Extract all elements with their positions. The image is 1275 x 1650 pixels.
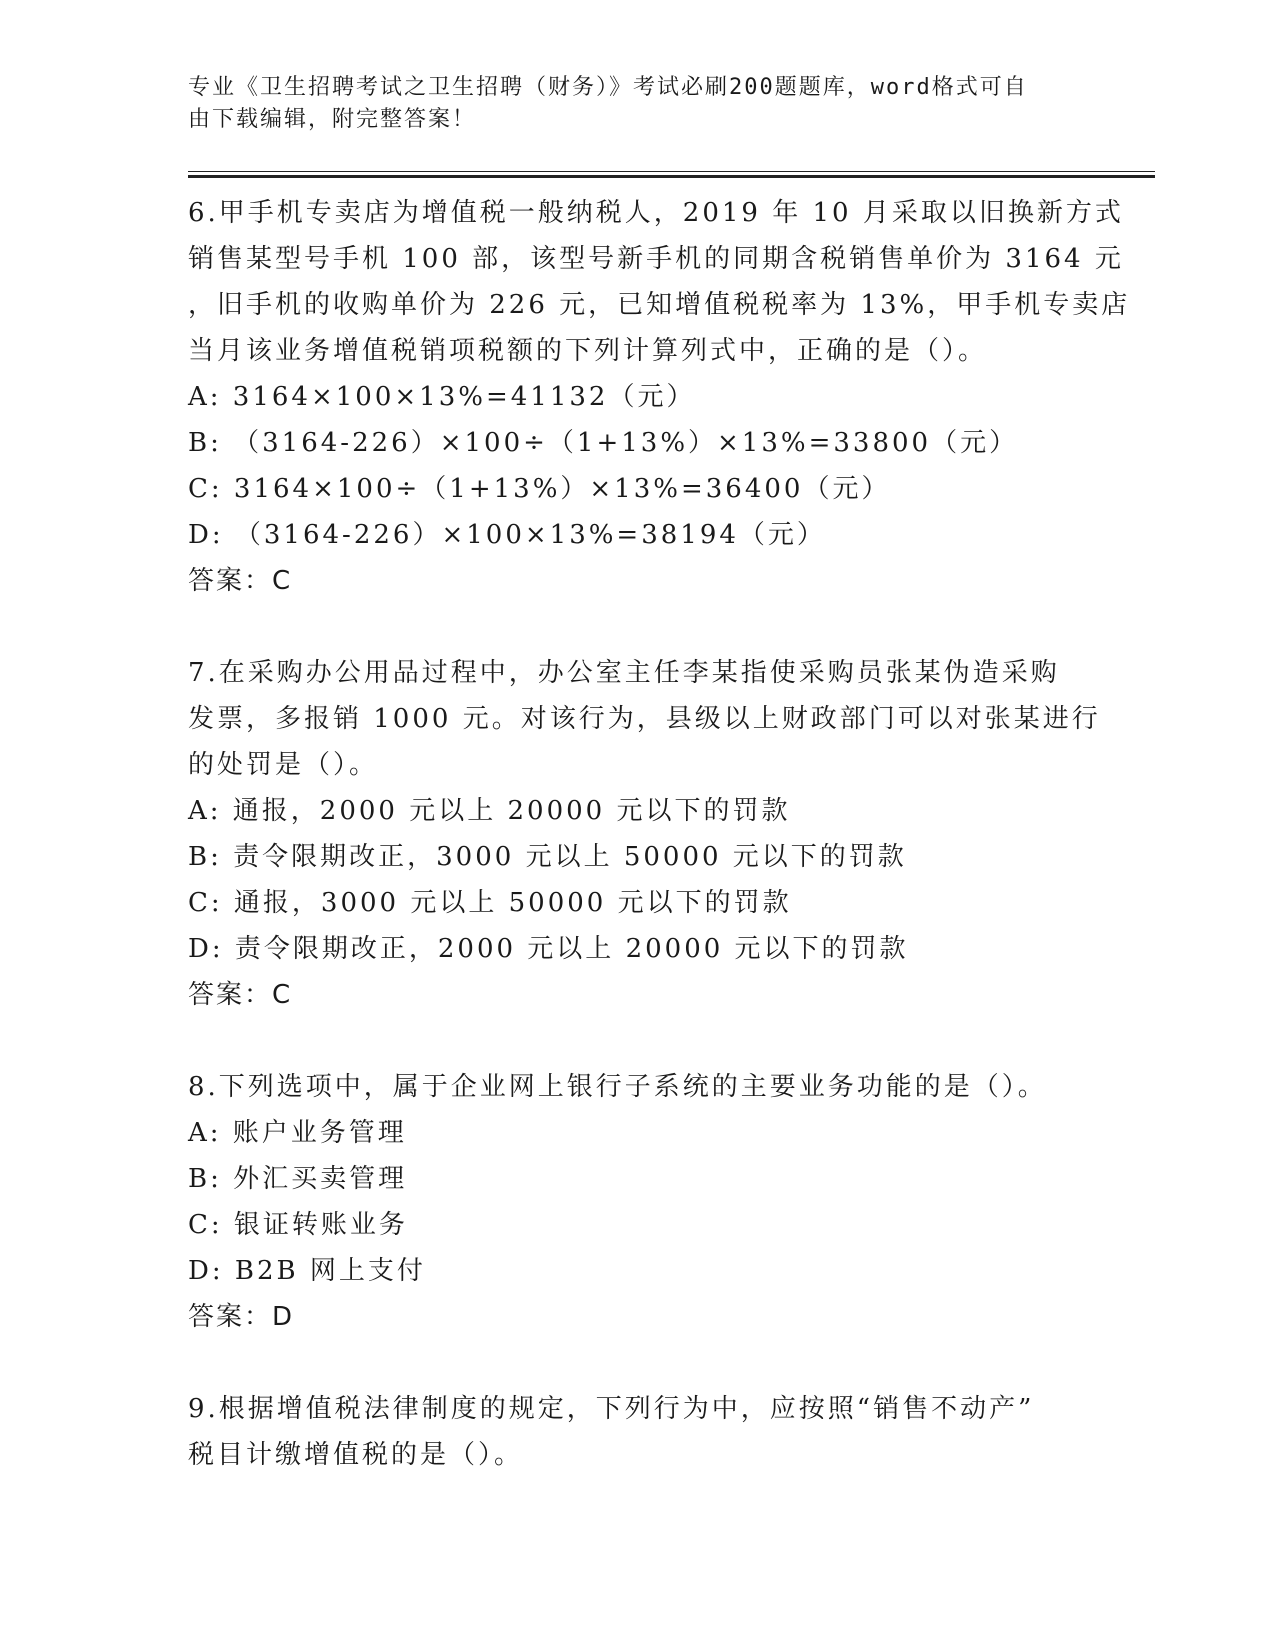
option-a: A: 3164×100×13%=41132（元） [188,382,696,412]
question-9 [188,1386,1088,1478]
question-stem-line: ，旧手机的收购单价为 226 元，已知增值税税率为 13%，甲手机专卖店 [188,290,1131,320]
option-a: A: 通报，2000 元以上 20000 元以下的罚款 [188,796,791,826]
option-d: D: 责令限期改正，2000 元以上 20000 元以下的罚款 [188,934,909,964]
header-divider-thick [188,175,1155,178]
header-line: 由下载编辑，附完整答案！ [188,107,477,132]
answer-label: 答案：C [188,980,293,1010]
option-c: C: 银证转账业务 [188,1210,408,1240]
question-stem-line: 销售某型号手机 100 部，该型号新手机的同期含税销售单价为 3164 元 [188,244,1124,274]
question-stem-line: 8.下列选项中，属于企业网上银行子系统的主要业务功能的是（）。 [188,1072,1047,1102]
option-b: B: 外汇买卖管理 [188,1164,408,1194]
option-a: A: 账户业务管理 [188,1118,407,1148]
question-stem-line: 当月该业务增值税销项税额的下列计算列式中，正确的是（）。 [188,336,988,366]
option-b: B: （3164-226）×100÷（1+13%）×13%=33800（元） [188,428,1019,458]
question-7 [188,650,1101,1018]
option-b: B: 责令限期改正，3000 元以上 50000 元以下的罚款 [188,842,907,872]
question-6 [188,190,1131,604]
question-list [188,190,1131,1524]
header-line: 专业《卫生招聘考试之卫生招聘（财务）》考试必刷200题题库，word格式可自 [188,75,1028,100]
answer-label: 答案：C [188,566,293,596]
header-divider-thin [188,171,1155,172]
question-stem-line: 6.甲手机专卖店为增值税一般纳税人，2019 年 10 月采取以旧换新方式 [188,198,1124,228]
question-stem-line: 税目计缴增值税的是（）。 [188,1440,524,1470]
answer-label: 答案：D [188,1302,295,1332]
option-c: C: 通报，3000 元以上 50000 元以下的罚款 [188,888,792,918]
question-stem-line: 7.在采购办公用品过程中，办公室主任李某指使采购员张某伪造采购 [188,658,1060,688]
option-d: D: （3164-226）×100×13%=38194（元） [188,520,826,550]
question-stem-line: 9.根据增值税法律制度的规定，下列行为中，应按照“销售不动产” [188,1394,1035,1424]
document-header [188,72,1068,136]
question-stem-line: 的处罚是（）。 [188,750,379,780]
option-d: D: B2B 网上支付 [188,1256,426,1286]
option-c: C: 3164×100÷（1+13%）×13%=36400（元） [188,474,891,504]
question-stem-line: 发票，多报销 1000 元。对该行为，县级以上财政部门可以对张某进行 [188,704,1101,734]
question-8 [188,1064,1088,1340]
